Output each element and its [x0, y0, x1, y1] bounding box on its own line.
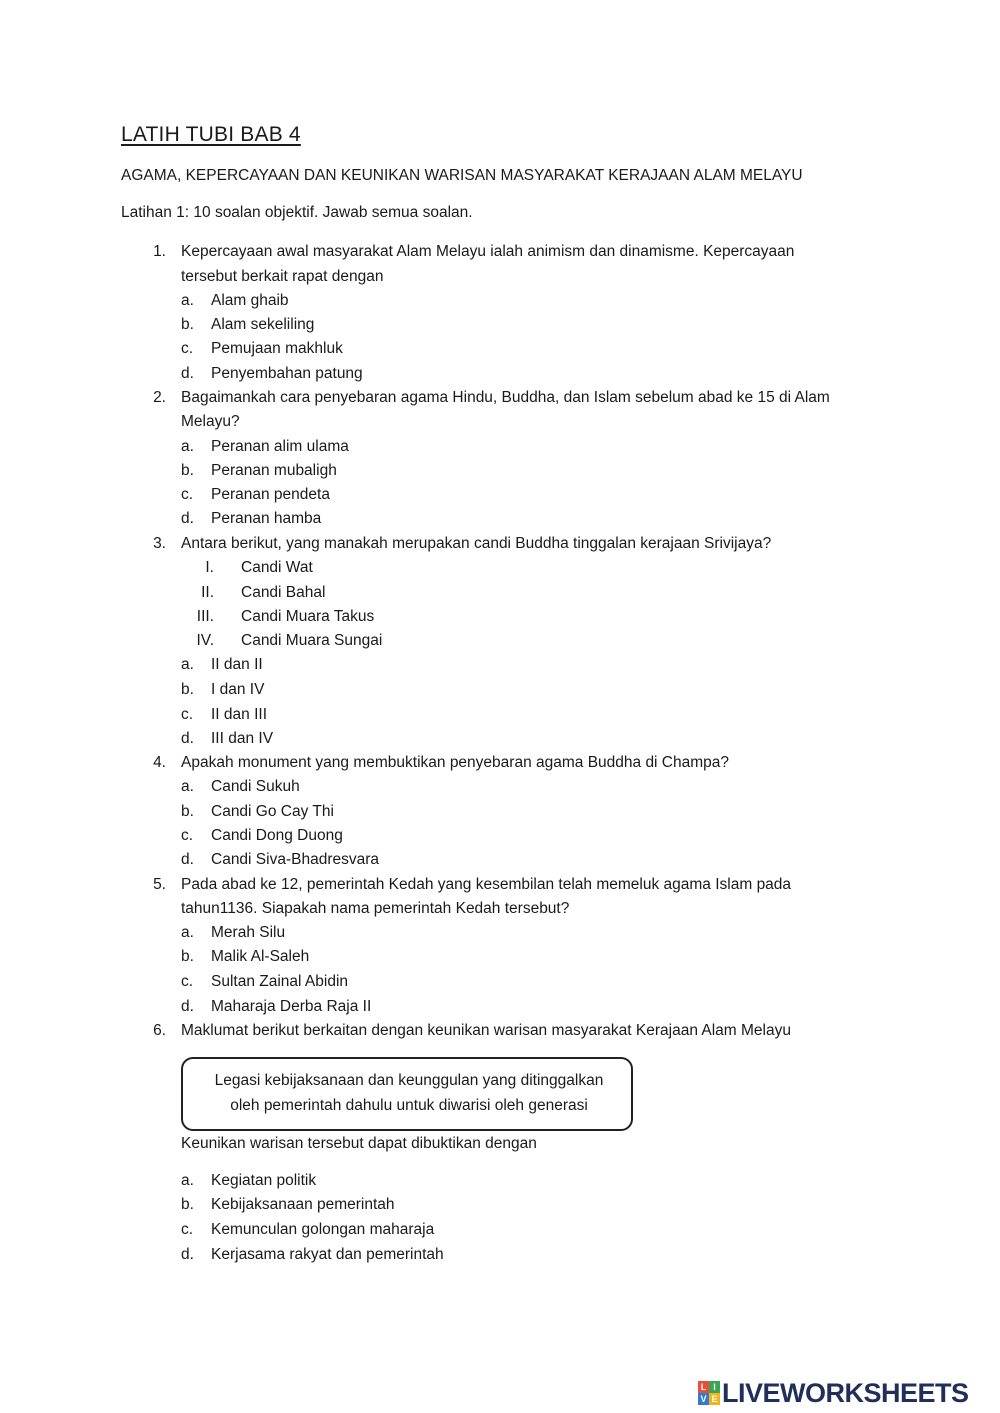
option-letter: b.	[181, 462, 194, 479]
option-letter: c.	[181, 340, 194, 357]
option-letter: d.	[181, 998, 194, 1015]
roman-numeral: III.	[196, 608, 214, 625]
question-number: 3.	[153, 535, 166, 552]
option-letter: d.	[181, 851, 194, 868]
roman-item-text: Candi Muara Sungai	[241, 632, 383, 649]
question-text: Melayu?	[181, 413, 240, 430]
option-letter: b.	[181, 681, 194, 698]
roman-numeral: II.	[201, 584, 214, 601]
option-letter: c.	[181, 1221, 194, 1238]
worksheet-title: LATIH TUBI BAB 4	[121, 123, 301, 146]
option-text: Candi Siva-Bhadresvara	[211, 851, 380, 868]
option-text: Alam sekeliling	[211, 316, 315, 333]
liveworksheets-logo	[698, 1378, 969, 1408]
info-box	[181, 1057, 633, 1131]
question-text: Kepercayaan awal masyarakat Alam Melayu ialah animism dan dinamisme. Kepercayaan	[181, 243, 795, 260]
logo-text: LIVEWORKSHEETS	[722, 1377, 969, 1408]
question-number: 5.	[153, 876, 166, 893]
option-text: Penyembahan patung	[211, 365, 363, 382]
option-text: Candi Sukuh	[211, 778, 300, 795]
option-text: Peranan alim ulama	[211, 438, 349, 455]
option-letter: a.	[181, 656, 194, 673]
roman-item-text: Candi Bahal	[241, 584, 326, 601]
option-text: Alam ghaib	[211, 292, 289, 309]
option-letter: a.	[181, 778, 194, 795]
option-text: Candi Dong Duong	[211, 827, 343, 844]
option-text: Pemujaan makhluk	[211, 340, 343, 357]
question-number: 4.	[153, 754, 166, 771]
question-number: 1.	[153, 243, 166, 260]
instruction-text: Latihan 1: 10 soalan objektif. Jawab semua soalan.	[121, 204, 473, 221]
logo-mark-tile: L	[698, 1381, 709, 1393]
info-box-line: oleh pemerintah dahulu untuk diwarisi oleh generasi	[230, 1097, 588, 1114]
question-text: tahun1136. Siapakah nama pemerintah Kedah tersebut?	[181, 900, 570, 917]
option-letter: d.	[181, 730, 194, 747]
question-text: Apakah monument yang membuktikan penyebaran agama Buddha di Champa?	[181, 754, 730, 771]
option-text: Maharaja Derba Raja II	[211, 998, 372, 1015]
question-text: Pada abad ke 12, pemerintah Kedah yang kesembilan telah memeluk agama Islam pada	[181, 876, 792, 893]
option-letter: a.	[181, 924, 194, 941]
question-text: Bagaimankah cara penyebaran agama Hindu, Buddha, dan Islam sebelum abad ke 15 di Alam	[181, 389, 830, 406]
option-letter: b.	[181, 316, 194, 333]
option-text: III dan IV	[211, 730, 274, 747]
option-letter: b.	[181, 948, 194, 965]
roman-item-text: Candi Muara Takus	[241, 608, 375, 625]
roman-numeral: I.	[205, 559, 214, 576]
option-letter: b.	[181, 803, 194, 820]
option-text: Kerjasama rakyat dan pemerintah	[211, 1246, 444, 1263]
question-number: 6.	[153, 1022, 166, 1039]
option-letter: a.	[181, 1172, 194, 1189]
question-text: Maklumat berikut berkaitan dengan keunikan warisan masyarakat Kerajaan Alam Melayu	[181, 1022, 791, 1039]
worksheet-subtitle: AGAMA, KEPERCAYAAN DAN KEUNIKAN WARISAN MASYARAKAT KERAJAAN ALAM MELAYU	[121, 167, 803, 184]
roman-numeral: IV.	[196, 632, 214, 649]
roman-item-text: Candi Wat	[241, 559, 313, 576]
question-followup: Keunikan warisan tersebut dapat dibuktikan dengan	[181, 1135, 537, 1152]
logo-mark-tile: I	[709, 1381, 720, 1393]
question-number: 2.	[153, 389, 166, 406]
option-text: Merah Silu	[211, 924, 286, 941]
option-text: Peranan mubaligh	[211, 462, 337, 479]
option-letter: a.	[181, 292, 194, 309]
option-letter: d.	[181, 1246, 194, 1263]
option-letter: d.	[181, 365, 194, 382]
option-text: II dan III	[211, 706, 268, 723]
logo-mark-tile: V	[698, 1393, 709, 1405]
option-text: II dan II	[211, 656, 263, 673]
option-letter: a.	[181, 438, 194, 455]
option-text: Peranan pendeta	[211, 486, 330, 503]
option-text: I dan IV	[211, 681, 265, 698]
option-letter: d.	[181, 510, 194, 527]
logo-mark-tile: E	[709, 1393, 720, 1405]
info-box-line: Legasi kebijaksanaan dan keunggulan yang ditinggalkan	[214, 1072, 604, 1089]
question-text: Antara berikut, yang manakah merupakan candi Buddha tinggalan kerajaan Srivijaya?	[181, 535, 772, 552]
option-letter: c.	[181, 486, 194, 503]
option-letter: c.	[181, 706, 194, 723]
option-letter: c.	[181, 973, 194, 990]
logo-mark-icon	[698, 1381, 720, 1405]
option-letter: c.	[181, 827, 194, 844]
option-text: Malik Al-Saleh	[211, 948, 310, 965]
option-text: Kebijaksanaan pemerintah	[211, 1196, 395, 1213]
option-text: Kemunculan golongan maharaja	[211, 1221, 435, 1238]
option-text: Candi Go Cay Thi	[211, 803, 334, 820]
question-text: tersebut berkait rapat dengan	[181, 268, 384, 285]
option-text: Sultan Zainal Abidin	[211, 973, 349, 990]
option-letter: b.	[181, 1196, 194, 1213]
option-text: Peranan hamba	[211, 510, 322, 527]
option-text: Kegiatan politik	[211, 1172, 317, 1189]
